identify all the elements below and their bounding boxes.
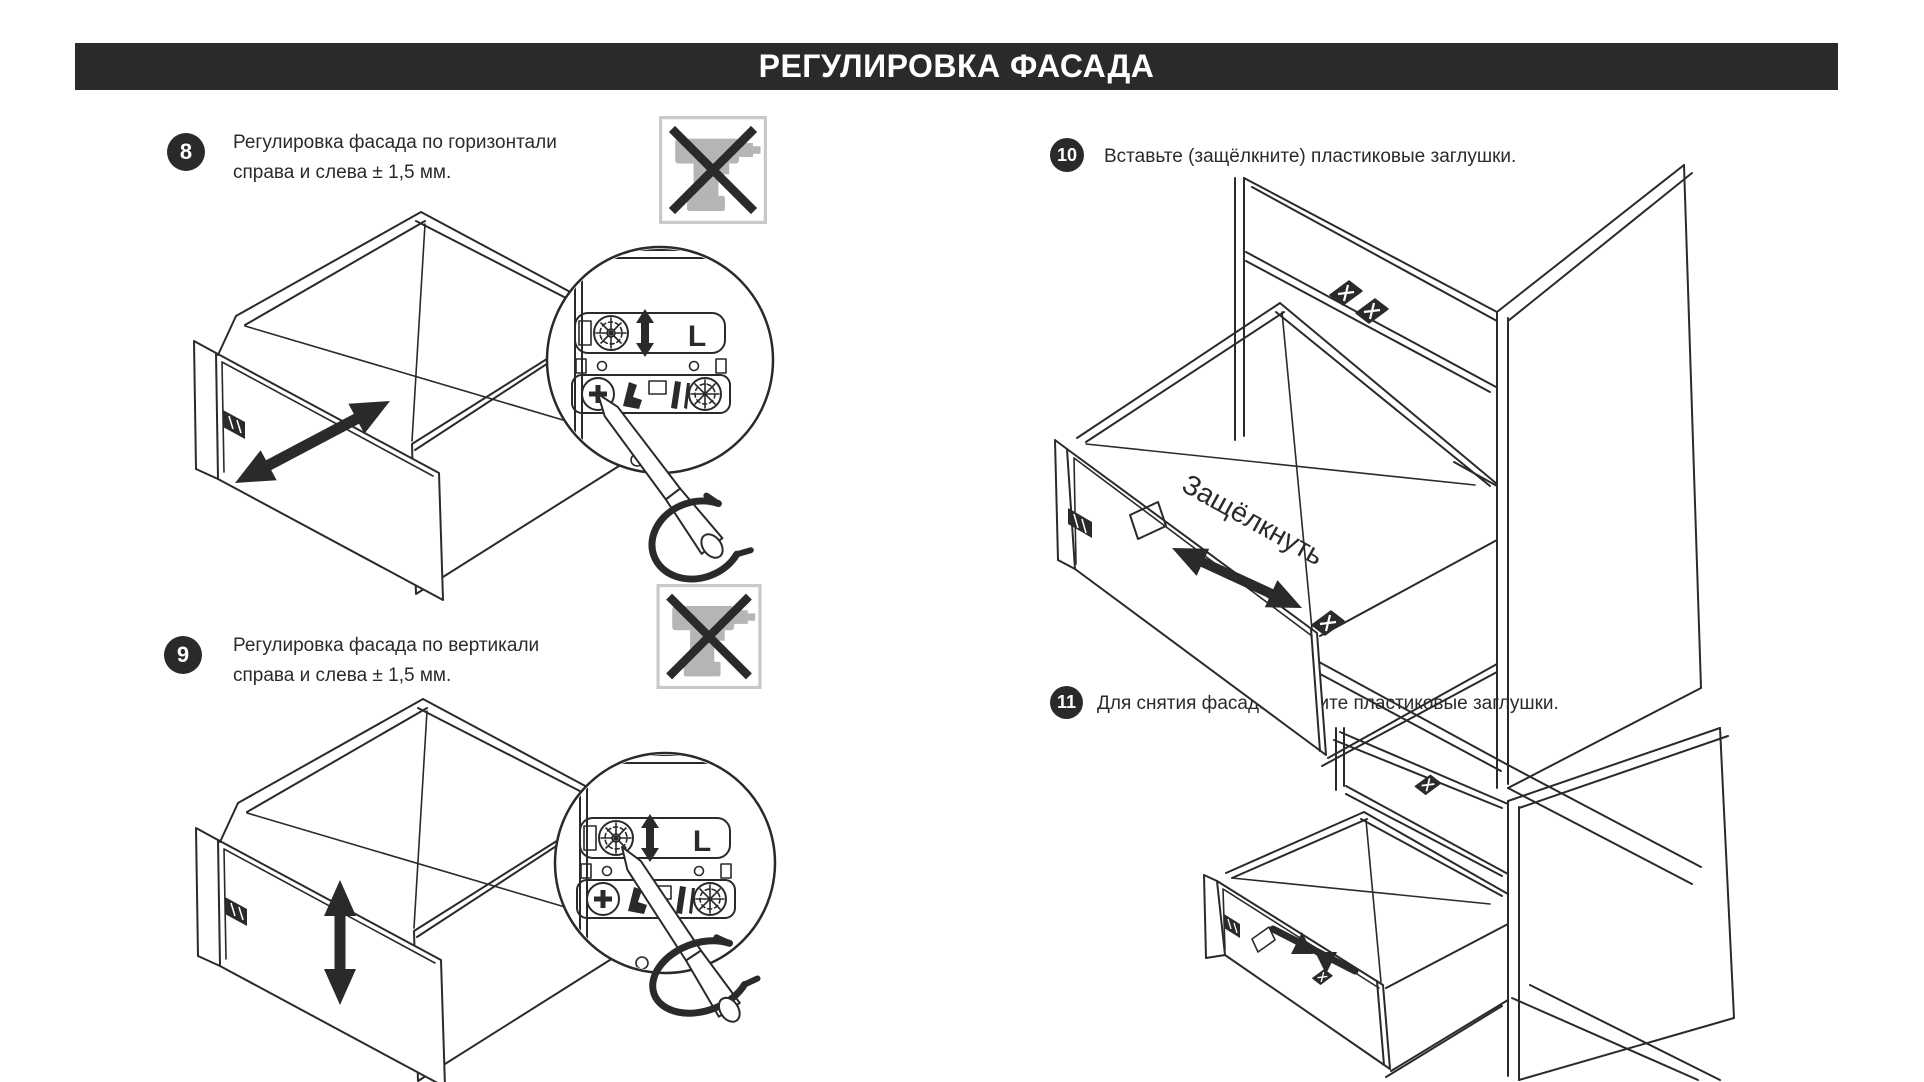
page-title: РЕГУЛИРОВКА ФАСАДА — [75, 43, 1838, 90]
plastic-cap — [1356, 299, 1388, 323]
step-8-badge: 8 — [167, 133, 205, 171]
step-8-drawer-diagram — [95, 198, 795, 638]
step-11-badge: 11 — [1050, 686, 1083, 719]
step-9-text — [233, 631, 539, 691]
step-9-line-2: справа и слева ± 1,5 мм. — [233, 665, 452, 686]
step-11-cabinet-diagram — [1150, 728, 1750, 1082]
step-9-line-1: Регулировка фасада по вертикали — [233, 635, 540, 656]
step-10-badge: 10 — [1050, 138, 1084, 172]
magnifier-circle — [547, 247, 775, 579]
step-11-line-1: Для снятия фасада снимите пластиковые заглушки. — [1097, 693, 1559, 714]
plastic-cap — [1330, 281, 1362, 305]
step-9-badge: 9 — [164, 636, 202, 674]
snap-label: Защёлкнуть — [1177, 468, 1330, 572]
step-8-text — [233, 128, 557, 188]
step-8-line-1: Регулировка фасада по горизонтали — [233, 132, 557, 153]
plastic-cap — [1415, 775, 1441, 794]
plastic-cap — [1312, 611, 1344, 635]
step-8-line-2: справа и слева ± 1,5 мм. — [233, 162, 452, 183]
step-9-drawer-diagram — [95, 695, 795, 1082]
step-10-line-1: Вставьте (защёлкните) пластиковые заглушки. — [1104, 146, 1517, 167]
magnifier-circle — [555, 753, 775, 1026]
